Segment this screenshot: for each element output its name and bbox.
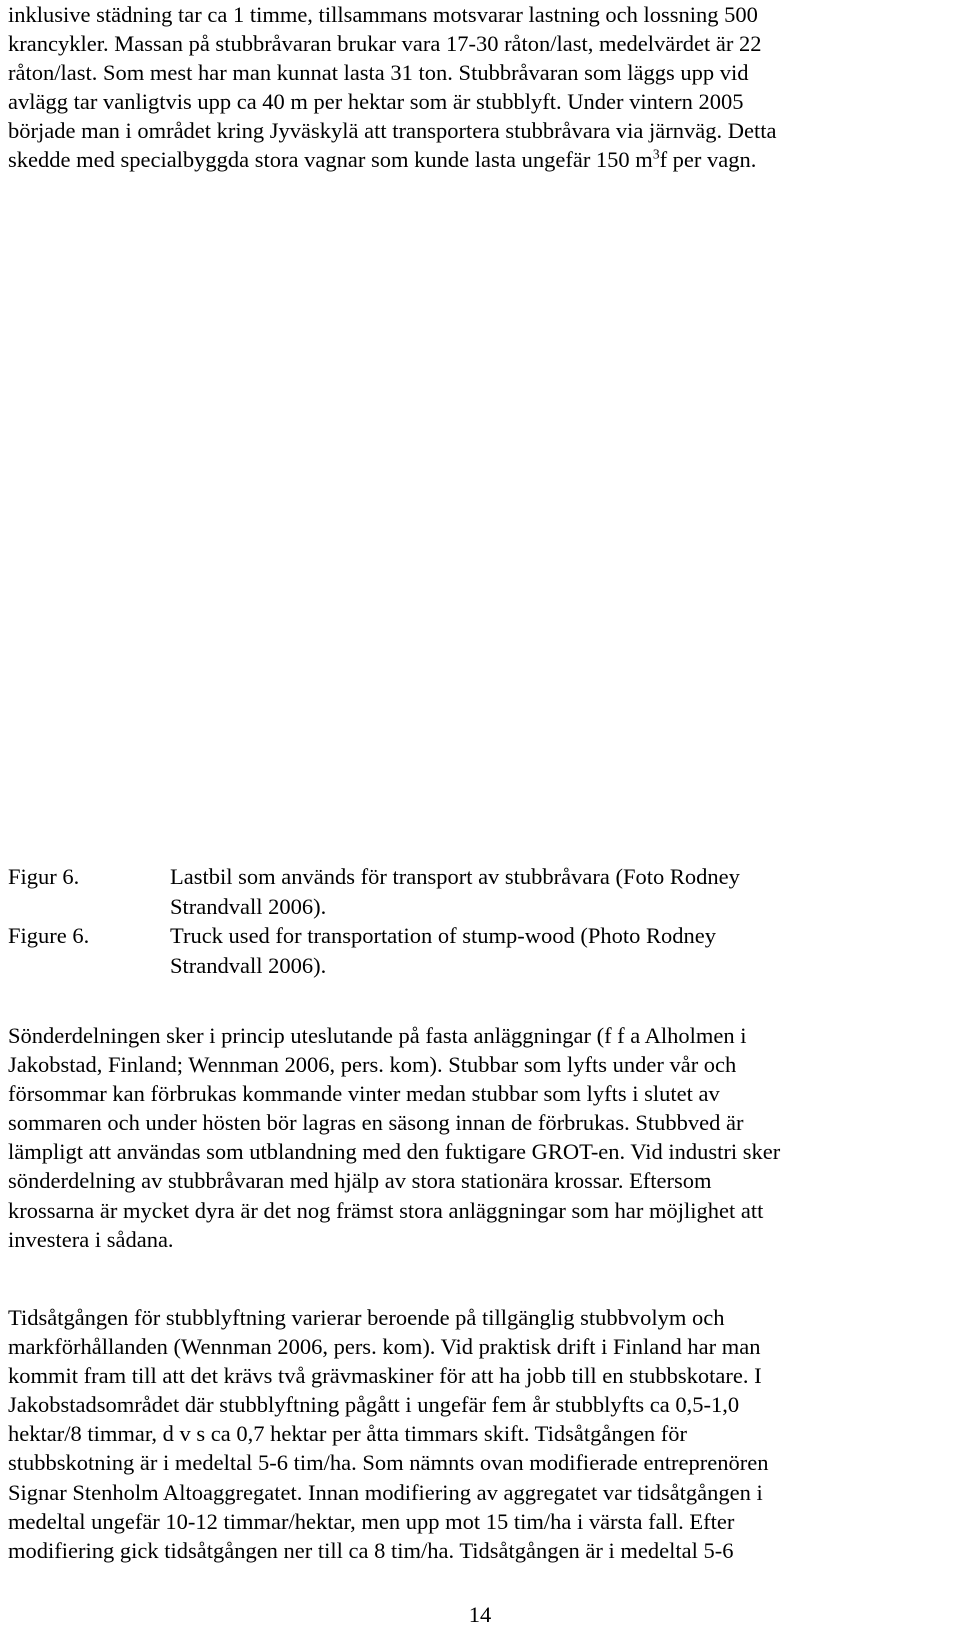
text-line: inklusive städning tar ca 1 timme, tillsammans motsvarar lastning och lossning 500 <box>8 2 758 27</box>
text-line: markförhållanden (Wennman 2006, pers. kom). Vid praktisk drift i Finland har man <box>8 1334 761 1360</box>
figure-photo <box>190 218 932 840</box>
figure-caption-label-en: Figure 6. <box>8 923 90 948</box>
text-line: försommar kan förbrukas kommande vinter medan stubbar som lyfts i slutet av <box>8 1081 720 1107</box>
paragraph-time-consumption <box>8 1303 956 1565</box>
text-line: investera i sådana. <box>8 1226 174 1252</box>
text-line: hektar/8 timmar, d v s ca 0,7 hektar per åtta timmars skift. Tidsåtgången för <box>8 1421 687 1447</box>
text-line: Signar Stenholm Altoaggregatet. Innan modifiering av aggregatet var tidsåtgången i <box>8 1479 763 1505</box>
text-line: Jakobstad, Finland; Wennman 2006, pers. kom). Stubbar som lyfts under vår och <box>8 1052 737 1078</box>
text-line: råton/last. Som mest har man kunnat lasta 31 ton. Stubbråvaran som läggs upp vid <box>8 60 749 86</box>
figure-caption-en <box>170 921 716 980</box>
superscript: 3 <box>652 146 660 162</box>
caption-line: Truck used for transportation of stump-wood (Photo Rodney <box>170 923 716 948</box>
figure-caption-label-sv: Figur 6. <box>8 864 80 889</box>
paragraph-crushing <box>8 1021 956 1254</box>
paragraph-transport <box>8 0 956 175</box>
text-line: modifiering gick tidsåtgången ner till ca 8 tim/ha. Tidsåtgången är i medeltal 5-6 <box>8 1537 734 1563</box>
text-line: sommaren och under hösten bör lagras en säsong innan de förbrukas. Stubbved är <box>8 1110 744 1136</box>
text-line: krossarna är mycket dyra är det nog främst stora anläggningar som har möjlighet att <box>8 1197 764 1223</box>
text-line: lämpligt att användas som utblandning med den fuktigare GROT-en. Vid industri sker <box>8 1139 781 1165</box>
caption-line: Strandvall 2006). <box>170 952 327 978</box>
text-fragment: skedde med specialbyggda stora vagnar som kunde lasta ungefär 150 m <box>8 147 653 173</box>
text-line: Jakobstadsområdet där stubblyftning pågått i ungefär fem år stubblyfts ca 0,5-1,0 <box>8 1392 740 1418</box>
text-line: krancykler. Massan på stubbråvaran brukar vara 17-30 råton/last, medelvärdet är 22 <box>8 31 762 57</box>
text-line <box>8 145 956 174</box>
caption-line: Strandvall 2006). <box>170 893 327 919</box>
text-line: Tidsåtgången för stubblyftning varierar beroende på tillgänglig stubbvolym och <box>8 1305 725 1330</box>
text-fragment: f per vagn. <box>659 147 757 173</box>
text-line: kommit fram till att det krävs två grävmaskiner för att ha jobb till en stubbskotare. I <box>8 1363 762 1389</box>
text-line: avlägg tar vanligtvis upp ca 40 m per hektar som är stubblyft. Under vintern 2005 <box>8 89 744 115</box>
text-line: började man i området kring Jyväskylä att transportera stubbråvara via järnväg. Detta <box>8 118 777 144</box>
text-line: medeltal ungefär 10-12 timmar/hektar, men upp mot 15 tim/ha i värsta fall. Efter <box>8 1508 735 1534</box>
text-line: stubbskotning är i medeltal 5-6 tim/ha. Som nämnts ovan modifierade entreprenören <box>8 1450 769 1476</box>
page-number: 14 <box>468 1602 492 1627</box>
caption-line: Lastbil som används för transport av stubbråvara (Foto Rodney <box>170 864 740 889</box>
text-line: Sönderdelningen sker i princip uteslutande på fasta anläggningar (f f a Alholmen i <box>8 1023 747 1048</box>
figure-caption-sv <box>170 862 740 921</box>
text-line: sönderdelning av stubbråvaran med hjälp av stora stationära krossar. Eftersom <box>8 1168 712 1194</box>
